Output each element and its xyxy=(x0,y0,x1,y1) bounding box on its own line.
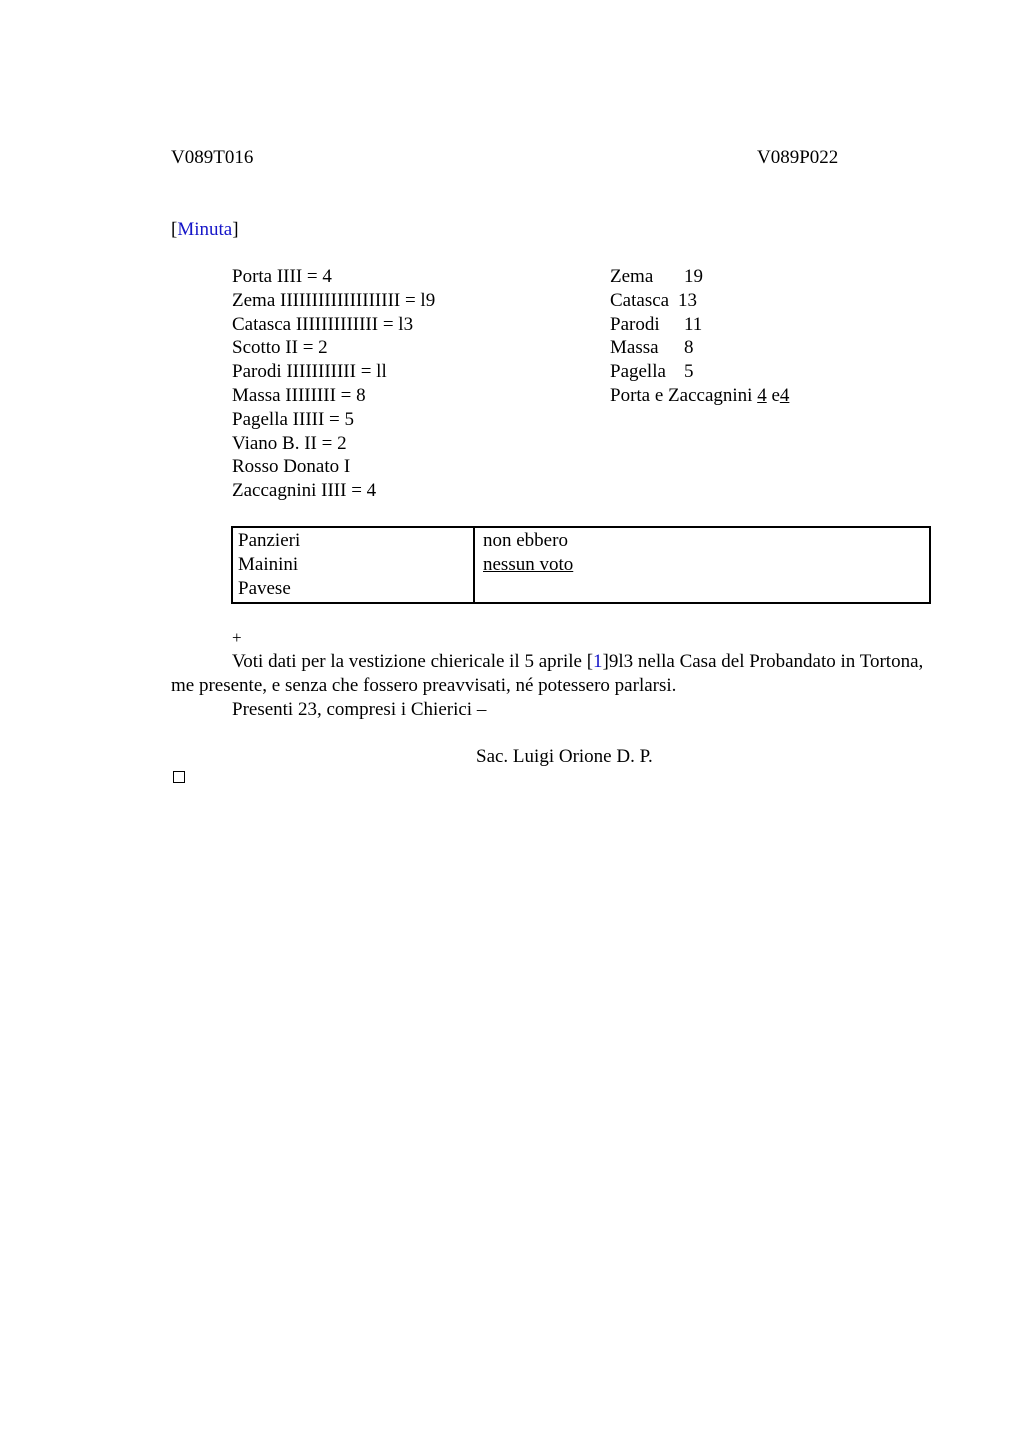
tally-line: Scotto II = 2 xyxy=(232,337,328,359)
tally-line: Pagella IIIII = 5 xyxy=(232,408,355,430)
summary-row xyxy=(610,360,910,384)
summary-row xyxy=(610,336,910,360)
no-vote-table xyxy=(231,526,931,604)
no-vote-name: Pavese xyxy=(238,578,291,599)
no-vote-note-line2 xyxy=(478,553,573,577)
summary-last-text xyxy=(610,384,789,408)
summary-name: Parodi xyxy=(610,313,660,335)
paragraph-bracket-open: [ xyxy=(586,651,594,672)
no-vote-note-line2-text: nessun voto xyxy=(483,554,574,575)
paragraph-text-1: Voti dati per la vestizione chiericale il 5 aprile xyxy=(232,651,587,672)
no-vote-note xyxy=(478,528,573,577)
signature: Sac. Luigi Orione D. P. xyxy=(476,746,653,767)
summary-list xyxy=(610,265,910,408)
summary-name: Catasca xyxy=(610,289,670,311)
bracket-open: [ xyxy=(171,219,178,240)
summary-value: 19 xyxy=(684,266,703,287)
body-paragraph xyxy=(171,650,931,698)
tally-line: Porta IIII = 4 xyxy=(232,266,332,287)
tally-line: Parodi IIIIIIIIIII = ll xyxy=(232,361,387,383)
summary-row xyxy=(610,289,910,313)
presenti-line: Presenti 23, compresi i Chierici – xyxy=(232,699,487,720)
summary-last-connector: e xyxy=(766,384,780,406)
no-vote-names xyxy=(233,528,475,602)
tally-line: Zaccagnini IIII = 4 xyxy=(232,480,377,502)
summary-last-label: Porta e Zaccagnini xyxy=(610,384,758,406)
no-vote-name: Panzieri xyxy=(238,530,301,551)
tally-line: Rosso Donato I xyxy=(232,456,351,478)
summary-last-value-b: 4 xyxy=(779,384,790,406)
document-code-left: V089T016 xyxy=(171,147,254,168)
tally-line: Zema IIIIIIIIIIIIIIIIIII = l9 xyxy=(232,289,436,311)
paragraph-bracket-close: ] xyxy=(602,651,609,672)
checkbox-square-icon xyxy=(173,771,185,783)
no-vote-name: Mainini xyxy=(238,554,299,575)
summary-value: 5 xyxy=(684,361,694,383)
bracket-close: ] xyxy=(232,219,239,240)
minuta-link[interactable]: Minuta xyxy=(177,219,233,240)
tally-line: Massa IIIIIIII = 8 xyxy=(232,384,366,406)
summary-value: 8 xyxy=(684,337,694,359)
paragraph-text-2: 9l3 nella Casa del Probandato in Tortona, me presente, e senza che fossero preavvisati, né potessero parlarsi. xyxy=(171,651,924,696)
summary-last-value-a: 4 xyxy=(757,384,767,406)
summary-row-last xyxy=(610,384,910,408)
summary-name: Massa xyxy=(610,337,659,359)
tally-list xyxy=(232,265,435,503)
summary-value: 13 xyxy=(678,289,697,311)
minuta-heading xyxy=(171,218,239,242)
tally-line: Viano B. II = 2 xyxy=(232,432,347,454)
summary-row-underlined xyxy=(610,313,704,337)
summary-name: Pagella xyxy=(610,361,666,383)
no-vote-note-line1: non ebbero xyxy=(483,530,568,551)
document-code-right: V089P022 xyxy=(757,147,839,168)
summary-value: 11 xyxy=(684,313,703,335)
tally-line: Catasca IIIIIIIIIIIII = l3 xyxy=(232,313,414,335)
paragraph-bracket-link[interactable]: 1 xyxy=(593,651,603,672)
summary-name: Zema xyxy=(610,266,654,287)
plus-sign: + xyxy=(232,628,242,647)
summary-row xyxy=(610,265,910,289)
